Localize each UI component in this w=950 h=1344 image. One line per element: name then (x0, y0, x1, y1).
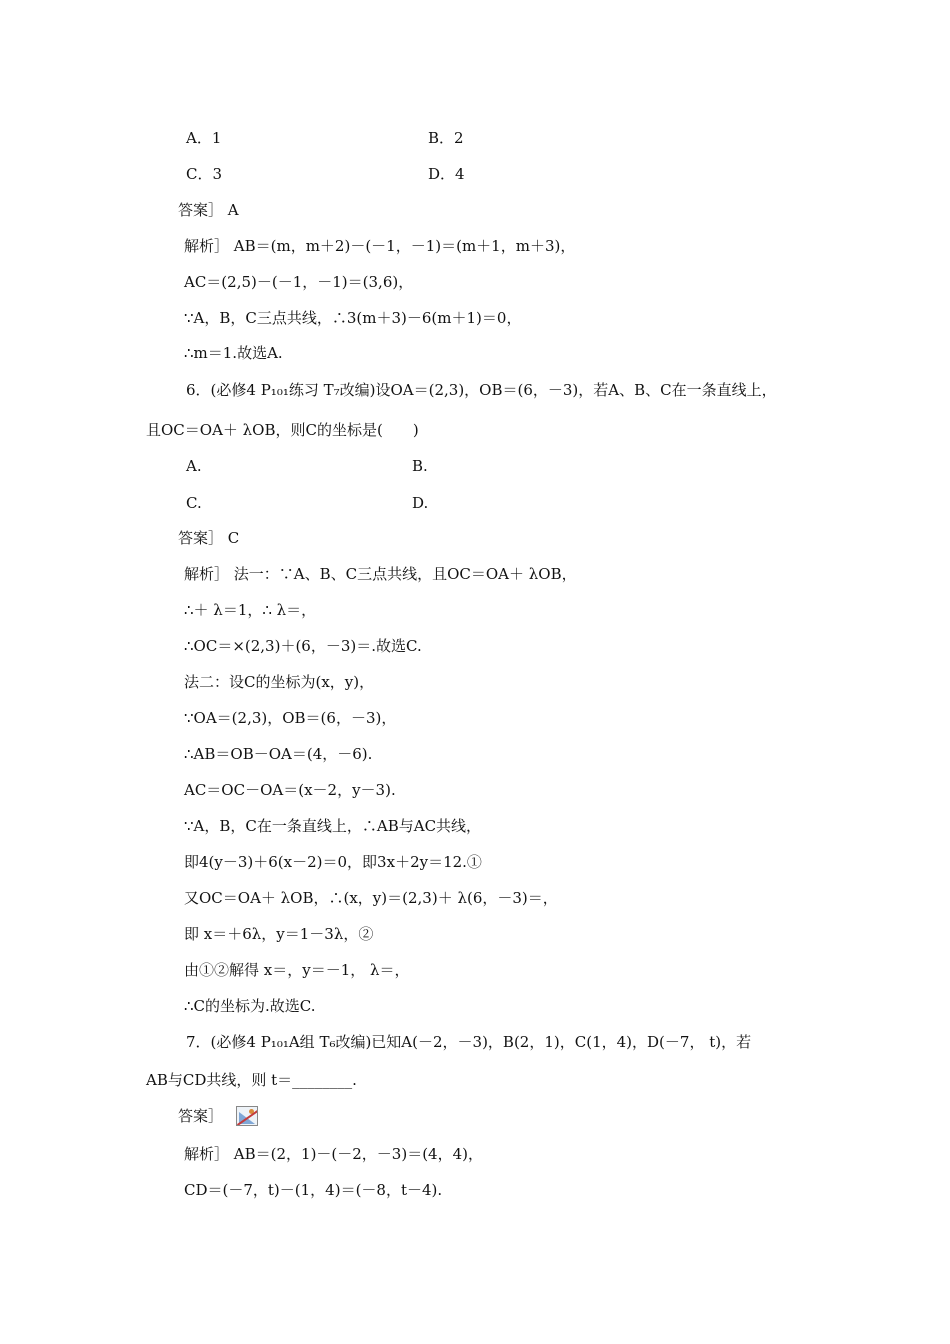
q7-solution-line: CD＝(－7，t)－(1，4)＝(－8，t－4). (184, 1181, 443, 1199)
q6-solution-line: ∴AB＝OB－OA＝(4，－6). (184, 745, 373, 763)
q5-solution-line: 解析］ AB＝(m，m＋2)－(－1，－1)＝(m＋1，m＋3)， (184, 237, 576, 255)
q6-option-b: B. (412, 457, 428, 475)
q6-option-d: D. (412, 494, 429, 512)
broken-image-icon (236, 1106, 258, 1126)
q5-answer: 答案］ A (178, 201, 239, 219)
q7-stem-line: AB与CD共线，则 t＝________. (146, 1071, 357, 1089)
q6-solution-line: ∴OC＝×(2,3)＋(6，－3)＝.故选C. (184, 637, 422, 655)
q6-solution-line: 由①②解得 x＝，y＝－1， λ＝， (184, 961, 410, 979)
q5-solution-line: AC＝(2,5)－(－1，－1)＝(3,6)， (184, 273, 414, 291)
q6-solution-line: AC＝OC－OA＝(x－2，y－3). (184, 781, 396, 799)
q7-solution-line: 解析］ AB＝(2，1)－(－2，－3)＝(4，4)， (184, 1145, 483, 1163)
q6-solution-line: 即 x＝＋6λ，y＝1－3λ，② (184, 925, 374, 943)
q6-solution-line: ∴C的坐标为.故选C. (184, 997, 316, 1015)
q5-option-d: D．4 (428, 165, 465, 183)
q6-solution-line: 又OC＝OA＋ λOB，∴(x，y)＝(2,3)＋ λ(6，－3)＝， (184, 889, 558, 907)
q6-option-a: A. (186, 457, 202, 475)
q6-stem-line: 6．(必修4 P₁₀₁练习 T₇改编)设OA＝(2,3)，OB＝(6，－3)，若A、B、C在一条直线上， (186, 381, 777, 399)
q5-solution-line: ∵A，B，C三点共线，∴3(m＋3)－6(m＋1)＝0， (184, 309, 522, 327)
q6-answer: 答案］ C (178, 529, 240, 547)
q6-solution-line: 解析］ 法一：∵A、B、C三点共线，且OC＝OA＋ λOB， (184, 565, 577, 583)
q6-solution-line: ∵OA＝(2,3)，OB＝(6，－3)， (184, 709, 397, 727)
q6-option-c: C. (186, 494, 202, 512)
q6-solution-line: 法二：设C的坐标为(x，y)， (184, 673, 375, 691)
q6-solution-line: 即4(y－3)＋6(x－2)＝0，即3x＋2y＝12.① (184, 853, 482, 871)
q6-solution-line: ∵A，B，C在一条直线上，∴AB与AC共线， (184, 817, 482, 835)
q7-stem-line: 7．(必修4 P₁₀₁A组 T₆改编)已知A(－2，－3)，B(2，1)，C(1，4)，D(－7， t)，若 (186, 1033, 752, 1051)
q5-option-c: C．3 (186, 165, 223, 183)
q5-option-b: B．2 (428, 129, 464, 147)
q6-solution-line: ∴＋ λ＝1，∴ λ＝， (184, 601, 317, 619)
q5-option-a: A．1 (186, 129, 222, 147)
q5-solution-line: ∴m＝1.故选A. (184, 344, 283, 362)
q7-answer: 答案］ (178, 1107, 224, 1125)
q6-stem-line: 且OC＝OA＋ λOB，则C的坐标是( ) (146, 421, 419, 439)
